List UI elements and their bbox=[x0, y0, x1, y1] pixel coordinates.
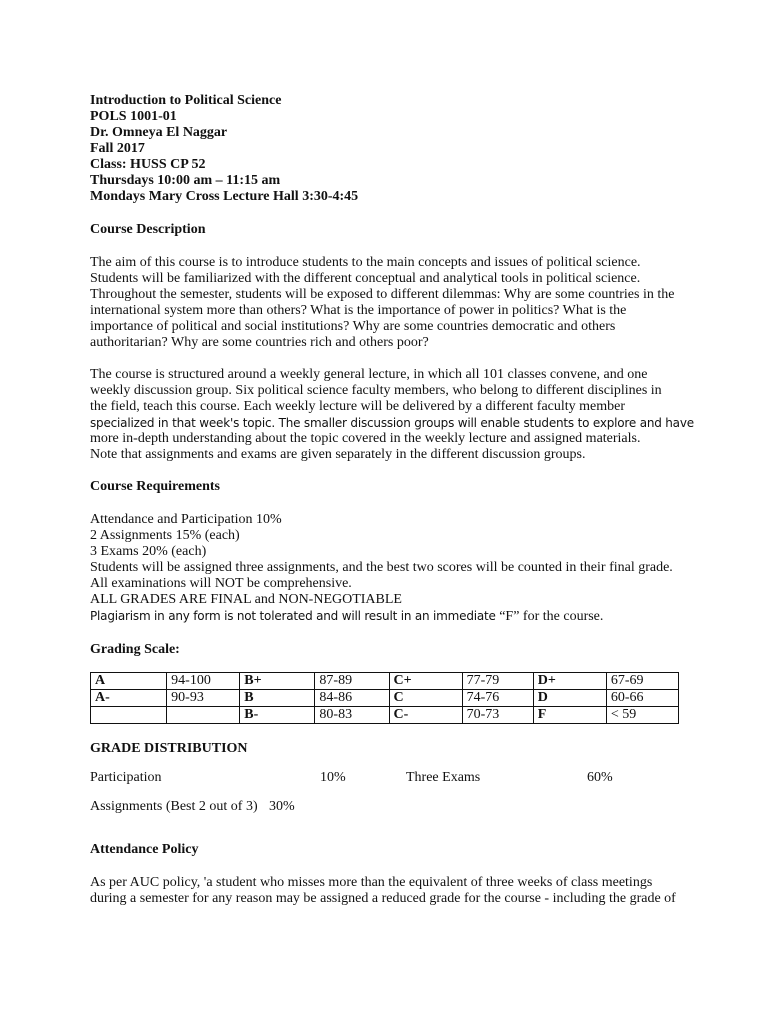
paragraph-line-sans bbox=[90, 415, 694, 431]
requirement-line: Students will be assigned three assignments, and the best two scores will be counted in their final grade. bbox=[90, 560, 673, 575]
paragraph-line: The aim of this course is to introduce students to the main concepts and issues of political science. bbox=[90, 255, 641, 270]
paragraph-line: weekly discussion group. Six political science faculty members, who belong to different disciplines in bbox=[90, 383, 662, 398]
grading-scale-heading: Grading Scale: bbox=[90, 642, 180, 657]
paragraph-line: Throughout the semester, students will be exposed to different dilemmas: Why are some countries in the bbox=[90, 287, 675, 302]
requirement-line: ALL GRADES ARE FINAL and NON-NEGOTIABLE bbox=[90, 592, 402, 607]
grade-letter: D bbox=[533, 690, 606, 707]
plagiarism-line bbox=[90, 608, 690, 625]
course-code: POLS 1001-01 bbox=[90, 109, 177, 124]
grade-letter: F bbox=[533, 707, 606, 724]
table-row bbox=[91, 707, 679, 724]
paragraph-line: importance of political and social institutions? Why are some countries democratic and others bbox=[90, 319, 616, 334]
grade-range: 77-79 bbox=[462, 673, 533, 690]
requirement-line: All examinations will NOT be comprehensive. bbox=[90, 576, 352, 591]
distribution-row bbox=[90, 799, 690, 815]
paragraph-line: Note that assignments and exams are given separately in the different discussion groups. bbox=[90, 447, 586, 462]
grade-distribution-heading: GRADE DISTRIBUTION bbox=[90, 741, 248, 756]
grade-letter: B- bbox=[240, 707, 315, 724]
grade-letter: C- bbox=[389, 707, 462, 724]
exams-label: Three Exams bbox=[406, 770, 481, 785]
plagiarism-sans-text: Plagiarism in any form is not tolerated and will result in an immediate bbox=[90, 609, 496, 623]
attendance-policy-heading: Attendance Policy bbox=[90, 842, 199, 857]
description-paragraph-2 bbox=[90, 367, 694, 463]
distribution-row bbox=[90, 770, 690, 786]
paragraph-line: As per AUC policy, 'a student who misses more than the equivalent of three weeks of class meetings bbox=[90, 875, 653, 890]
grade-range: 90-93 bbox=[167, 690, 240, 707]
grade-range: 74-76 bbox=[462, 690, 533, 707]
requirement-line: 2 Assignments 15% (each) bbox=[90, 528, 240, 543]
grade-letter: B bbox=[240, 690, 315, 707]
grade-letter: A bbox=[91, 673, 167, 690]
participation-value: 10% bbox=[320, 770, 346, 785]
paragraph-line: The course is structured around a weekly general lecture, in which all 101 classes convene, and one bbox=[90, 367, 648, 382]
grade-letter: C+ bbox=[389, 673, 462, 690]
table-row bbox=[91, 690, 679, 707]
grade-range: 84-86 bbox=[315, 690, 389, 707]
grade-range: 94-100 bbox=[167, 673, 240, 690]
term: Fall 2017 bbox=[90, 141, 145, 156]
table-row bbox=[91, 673, 679, 690]
paragraph-line: more in-depth understanding about the topic covered in the weekly lecture and assigned materials. bbox=[90, 431, 641, 446]
class-room: Class: HUSS CP 52 bbox=[90, 157, 206, 172]
paragraph-line: authoritarian? Why are some countries rich and others poor? bbox=[90, 335, 429, 350]
paragraph-line: during a semester for any reason may be assigned a reduced grade for the course - including the grade of bbox=[90, 891, 676, 906]
grade-range: 80-83 bbox=[315, 707, 389, 724]
participation-label: Participation bbox=[90, 770, 162, 785]
thursday-time: Thursdays 10:00 am – 11:15 am bbox=[90, 173, 281, 188]
grade-range: 67-69 bbox=[606, 673, 678, 690]
monday-lecture: Mondays Mary Cross Lecture Hall 3:30-4:45 bbox=[90, 189, 359, 204]
grade-letter: A- bbox=[91, 690, 167, 707]
grade-range: 87-89 bbox=[315, 673, 389, 690]
attendance-paragraph bbox=[90, 875, 690, 907]
assignments-value: 30% bbox=[269, 799, 295, 814]
paragraph-line: Students will be familiarized with the different conceptual and analytical tools in political science. bbox=[90, 271, 641, 286]
assignments-label: Assignments (Best 2 out of 3) bbox=[90, 799, 258, 814]
grading-scale-table bbox=[90, 672, 679, 724]
grade-letter: D+ bbox=[533, 673, 606, 690]
grade-letter: B+ bbox=[240, 673, 315, 690]
grade-range: 60-66 bbox=[606, 690, 678, 707]
sans-fragment: specialized in that week's topic. bbox=[90, 416, 275, 430]
course-header bbox=[90, 93, 690, 205]
syllabus-page bbox=[90, 93, 694, 907]
instructor-name: Dr. Omneya El Naggar bbox=[90, 125, 228, 140]
plagiarism-serif-text: “F” for the course. bbox=[495, 609, 604, 624]
requirement-line: 3 Exams 20% (each) bbox=[90, 544, 207, 559]
requirement-line: Attendance and Participation 10% bbox=[90, 512, 282, 527]
course-description-heading: Course Description bbox=[90, 222, 206, 237]
grade-letter: C bbox=[389, 690, 462, 707]
grade-range: 70-73 bbox=[462, 707, 533, 724]
sans-fragment: The smaller discussion groups will enable students to explore and have bbox=[274, 416, 694, 430]
grade-range bbox=[167, 707, 240, 724]
course-requirements-heading: Course Requirements bbox=[90, 479, 221, 494]
requirements-list bbox=[90, 512, 690, 625]
exams-value: 60% bbox=[587, 770, 613, 785]
grade-letter bbox=[91, 707, 167, 724]
grade-range: < 59 bbox=[606, 707, 678, 724]
course-title: Introduction to Political Science bbox=[90, 93, 282, 108]
description-paragraph-1 bbox=[90, 255, 690, 351]
paragraph-line: international system more than others? What is the importance of power in politics? What is the bbox=[90, 303, 627, 318]
paragraph-line: the field, teach this course. Each weekly lecture will be delivered by a different faculty member bbox=[90, 399, 626, 414]
